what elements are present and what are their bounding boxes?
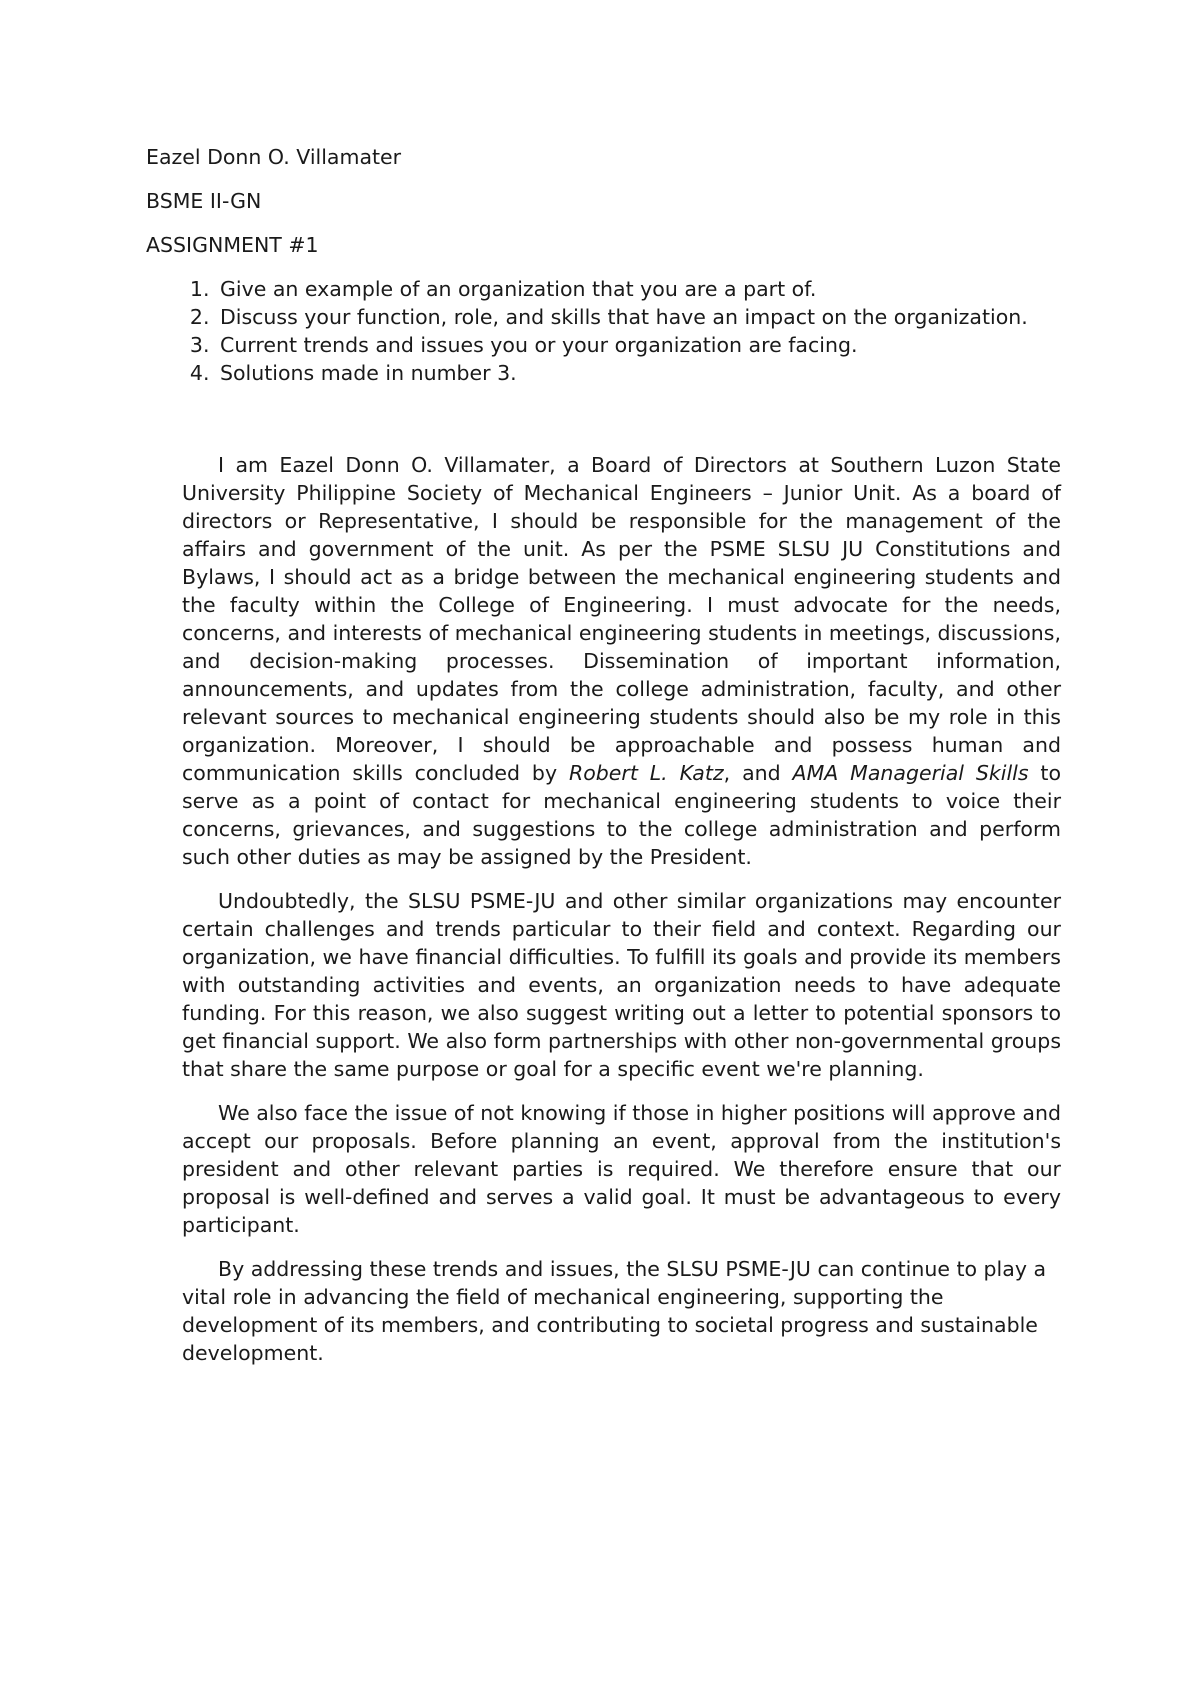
course-section: BSME II-GN: [146, 189, 262, 213]
student-name: Eazel Donn O. Villamater: [146, 145, 402, 169]
question-item: 2. Discuss your function, role, and skills that have an impact on the organization.: [216, 303, 1061, 331]
paragraph-text: to serve as a point of contact for mechanical engineering students to voice their concerns, grievances, and suggestions to the college administration and perform such other duties as may be assigned by the President.: [182, 761, 1062, 869]
assignment-title: ASSIGNMENT #1: [146, 233, 319, 257]
paragraph-conclusion: By addressing these trends and issues, the SLSU PSME-JU can continue to play a vital role in advancing the field of mechanical engineering, supporting the development of its members, and contributing to societal progress and sustainable development.: [182, 1257, 1047, 1365]
question-item: 3. Current trends and issues you or your organization are facing.: [216, 331, 1061, 359]
paragraph-issues: We also face the issue of not knowing if those in higher positions will approve and accept our proposals. Before planning an event, approval from the institution's president and other relevant parties is required. We therefore ensure that our proposal is well-defined and serves a valid goal. It must be advantageous to every participant.: [182, 1101, 1061, 1237]
document-content: [146, 143, 1061, 1383]
paragraph-text: I am Eazel Donn O. Villamater, a Board of Directors at Southern Luzon State University Philippine Society of Mechanical Engineers – Junior Unit. As a board of directors or Representative, I should be responsible for the management of the affairs and government of the unit. As per the PSME SLSU JU Constitutions and Bylaws, I should act as a bridge between the mechanical engineering students and the faculty within the College of Engineering. I must advocate for the needs, concerns, and interests of mechanical engineering students in meetings, discussions, and decision-making processes. Dissemination of important information, announcements, and updates from the college administration, faculty, and other relevant sources to mechanical engineering students should also be my role in this organization. Moreover, I should be approachable and possess human and communication skills concluded by: [182, 453, 1061, 785]
paragraph-trends: Undoubtedly, the SLSU PSME-JU and other similar organizations may encounter certain challenges and trends particular to their field and context. Regarding our organization, we have financial difficulties. To fulfill its goals and provide its members with outstanding activities and events, an organization needs to have adequate funding. For this reason, we also suggest writing out a letter to potential sponsors to get financial support. We also form partnerships with other non-governmental groups that share the same purpose or goal for a specific event we're planning.: [182, 889, 1061, 1081]
question-item: 1. Give an example of an organization that you are a part of.: [216, 275, 1061, 303]
reference-ama: AMA Managerial Skills: [792, 761, 1029, 785]
essay-body: [146, 451, 1061, 1367]
question-item: 4. Solutions made in number 3.: [216, 359, 1061, 387]
question-list: [146, 275, 1061, 387]
paragraph-text: , and: [723, 761, 793, 785]
paragraph-role: [182, 451, 1061, 871]
reference-katz: Robert L. Katz: [568, 761, 724, 785]
